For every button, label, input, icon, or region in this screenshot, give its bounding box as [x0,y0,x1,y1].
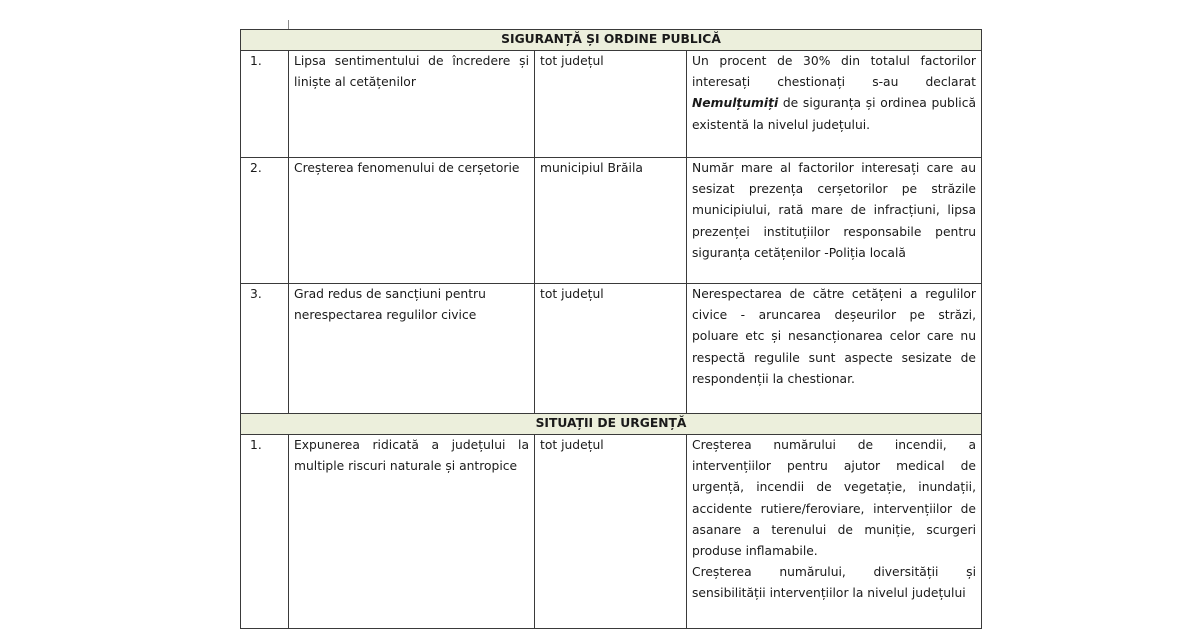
description-text: de siguranța și ordinea publică existentă la nivelul județului. [692,96,976,132]
problem-cell: Grad redus de sancțiuni pentru nerespectarea regulilor civice [289,284,535,414]
description-cell [687,435,982,629]
table-row [241,51,982,158]
problem-cell: Expunerea ridicată a județului la multiple riscuri naturale și antropice [289,435,535,629]
area-cell: tot județul [535,435,687,629]
description-text: Un procent de 30% din totalul factorilor interesați chestionați s-au declarat [692,54,976,90]
area-cell: tot județul [535,284,687,414]
table-row [241,284,982,414]
section-title: SITUAȚII DE URGENȚĂ [241,414,982,435]
section-title: SIGURANȚĂ ȘI ORDINE PUBLICĂ [241,30,982,51]
row-number: 1. [241,435,289,629]
row-number: 2. [241,158,289,284]
scan-edge-mark [288,20,289,29]
problem-cell: Lipsa sentimentului de încredere și liniște al cetățenilor [289,51,535,158]
document-table [240,29,982,629]
area-cell: municipiul Brăila [535,158,687,284]
description-text: Creșterea numărului de incendii, a intervențiilor pentru ajutor medical de urgență, incendii de vegetație, inundații, accidente rutiere/feroviare, intervențiilor de asanare a terenului de muniție, scurgeri produse inflamabile. [692,438,976,559]
problem-cell: Creșterea fenomenului de cerșetorie [289,158,535,284]
row-number: 3. [241,284,289,414]
description-emphasis: Nemulțumiți [692,96,779,111]
section-header-emergency [241,414,982,435]
row-number: 1. [241,51,289,158]
description-cell [687,51,982,158]
section-header-public-order [241,30,982,51]
table-row [241,435,982,629]
description-cell: Nerespectarea de către cetățeni a regulilor civice - aruncarea deșeurilor pe străzi, poluare etc și nesancționarea celor care nu respectă regulile sunt aspecte sesizate de respondenții la chestionar. [687,284,982,414]
area-cell: tot județul [535,51,687,158]
description-cell: Număr mare al factorilor interesați care au sesizat prezența cerșetorilor pe străzile municipiului, rată mare de infracțiuni, lipsa prezenței instituțiilor responsabile pentru siguranța cetățenilor -Poliția locală [687,158,982,284]
table-row [241,158,982,284]
description-text-extra: Creșterea numărului, diversității și sensibilității intervențiilor la nivelul județului [692,565,976,601]
